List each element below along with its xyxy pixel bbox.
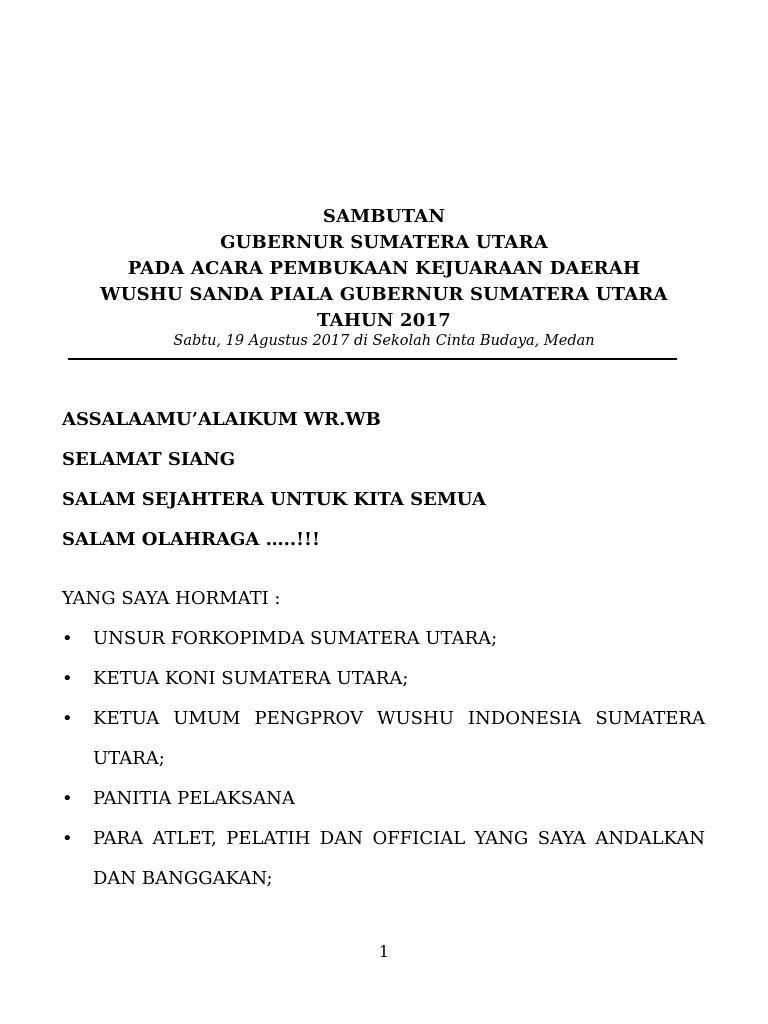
bullet-icon: • <box>62 708 73 729</box>
greeting-line: SALAM OLAHRAGA …..!!! <box>62 529 320 550</box>
list-item-text: UNSUR FORKOPIMDA SUMATERA UTARA; <box>93 628 498 649</box>
list-item <box>62 659 705 699</box>
list-item <box>62 699 705 779</box>
list-item-text: PANITIA PELAKSANA <box>93 788 295 809</box>
bullet-icon: • <box>62 628 73 649</box>
list-item-text: PARA ATLET, PELATIH DAN OFFICIAL YANG SAYA ANDALKAN DAN BANGGAKAN; <box>93 828 705 889</box>
list-item <box>62 779 705 819</box>
page-number: 1 <box>378 942 390 961</box>
greeting-line: SALAM SEJAHTERA UNTUK KITA SEMUA <box>62 489 486 510</box>
honored-heading: YANG SAYA HORMATI : <box>62 588 281 609</box>
list-item <box>62 819 705 899</box>
title-line-5: TAHUN 2017 <box>317 310 451 331</box>
title-block <box>0 204 768 350</box>
list-item-text: KETUA KONI SUMATERA UTARA; <box>93 668 409 689</box>
title-line-1: SAMBUTAN <box>322 206 446 227</box>
title-line-3: PADA ACARA PEMBUKAAN KEJUARAAN DAERAH <box>127 258 641 279</box>
greeting-line: SELAMAT SIANG <box>62 449 236 470</box>
title-divider <box>68 358 677 360</box>
bullet-icon: • <box>62 828 73 849</box>
title-line-2: GUBERNUR SUMATERA UTARA <box>220 232 548 253</box>
list-item-text: KETUA UMUM PENGPROV WUSHU INDONESIA SUMATERA UTARA; <box>93 708 705 769</box>
event-date-location: Sabtu, 19 Agustus 2017 di Sekolah Cinta Budaya, Medan <box>173 333 595 349</box>
honored-guests-list <box>62 619 705 899</box>
greeting-line: ASSALAAMU’ALAIKUM WR.WB <box>62 409 381 430</box>
title-line-4: WUSHU SANDA PIALA GUBERNUR SUMATERA UTARA <box>100 284 668 305</box>
greetings-section <box>62 400 722 560</box>
list-item <box>62 619 705 659</box>
bullet-icon: • <box>62 788 73 809</box>
honored-guests-section <box>62 579 705 899</box>
bullet-icon: • <box>62 668 73 689</box>
